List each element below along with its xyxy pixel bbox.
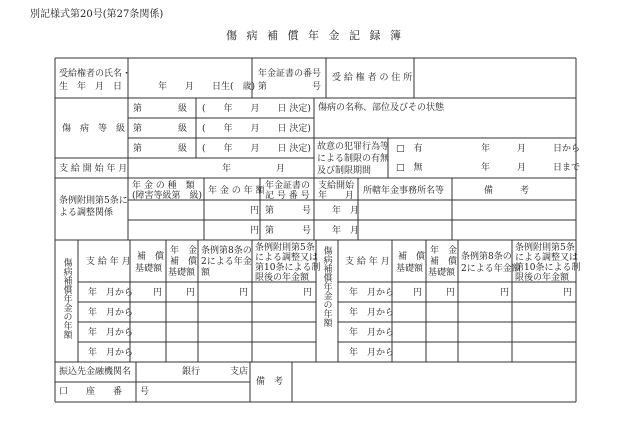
base-amount-header: 基礎額 <box>135 264 163 274</box>
art8-yen-unit: 円 <box>500 288 510 298</box>
adjusted-amount-header: による調整又は <box>515 253 579 263</box>
restriction-yes-checkbox[interactable]: □ 有 <box>396 144 423 154</box>
adjusted-amount-header: による調整又は <box>255 253 319 263</box>
restriction-from-date[interactable]: 年 月 日から <box>481 144 581 154</box>
form-reference: 別記様式第20号(第27条関係) <box>30 9 164 20</box>
art8-amount-header: 2による年金額 <box>461 264 521 274</box>
pension-remarks-header: 備 考 <box>484 186 530 196</box>
pension-office-header: 所轄年金事務所名等 <box>363 186 445 196</box>
adjusted-yen-unit: 円 <box>563 288 573 298</box>
adjusted-yen-unit: 円 <box>303 288 313 298</box>
start-month-field[interactable]: 年 月 <box>222 164 286 174</box>
grade-field[interactable]: 第 級 <box>133 124 188 134</box>
grade-field[interactable]: 第 級 <box>133 104 188 114</box>
injury-name-label: 傷病の名称、部位及びその状態 <box>318 103 445 113</box>
adjusted-amount-header: 限後の年金額 <box>255 273 310 283</box>
pension-base-header: 年 金 <box>430 246 458 256</box>
payment-month-header: 支 給 年 月 <box>86 257 131 267</box>
adjustment-label: 条例附則第5条に <box>59 196 128 206</box>
start-year-unit: 年 <box>332 206 342 216</box>
pension-base-header: 基礎額 <box>428 268 456 278</box>
grade-decision-date[interactable]: ( 年 月 日 決定) <box>202 124 311 134</box>
art8-amount-header: 2による年金 <box>201 257 252 267</box>
restriction-until-date[interactable]: 年 月 日まで <box>481 163 581 173</box>
art8-amount-header: 条例第8条の <box>201 246 252 256</box>
base-amount-header: 基礎額 <box>396 264 424 274</box>
pension-base-yen-unit: 円 <box>186 288 196 298</box>
grade-decision-date[interactable]: ( 年 月 日 決定) <box>202 104 311 114</box>
address-label: 受 給 権 者 の 住 所 <box>332 73 413 83</box>
base-yen-unit: 円 <box>153 288 163 298</box>
start-year-unit: 年 <box>332 226 342 236</box>
pension-certificate-header: 記 号 番 号 <box>265 191 310 201</box>
form-title: 傷 病 補 償 年 金 記 録 簿 <box>226 29 404 42</box>
payment-month-field[interactable]: 年 月から <box>349 308 395 318</box>
restriction-no-checkbox[interactable]: □ 無 <box>396 163 423 173</box>
pension-start-header: 支給開始 <box>318 181 355 191</box>
certificate-no-prefix: 第 <box>265 226 275 236</box>
amount-yen-unit: 円 <box>250 226 260 236</box>
start-month-label: 支 給 開 始 年 月 <box>59 164 128 174</box>
adjusted-amount-header: 条例附則第5条 <box>255 243 315 253</box>
art8-yen-unit: 円 <box>239 288 249 298</box>
grade-label: 傷 病 等 級 <box>62 124 126 134</box>
pension-base-header: 補 償 <box>170 257 198 267</box>
pension-start-header: 年 月 <box>318 191 355 201</box>
adjusted-amount-header: 第10条による制 <box>515 263 581 273</box>
payment-month-field[interactable]: 年 月から <box>349 288 395 298</box>
payment-month-field[interactable]: 年 月から <box>349 348 395 358</box>
pension-base-yen-unit: 円 <box>446 288 456 298</box>
annual-amount-side-label: 傷病補償年金の年額 <box>321 246 332 327</box>
restriction-label: による制限の有無 <box>317 154 390 164</box>
bank-remarks-label: 備 考 <box>256 377 284 387</box>
recipient-name-label: 受給権者の氏名・ <box>59 69 132 79</box>
adjustment-label: よる調整関係 <box>59 208 114 218</box>
base-yen-unit: 円 <box>413 288 423 298</box>
certificate-number-field[interactable]: 第 号 <box>258 82 322 92</box>
pension-certificate-header: 年金証書の <box>265 181 311 191</box>
grade-field[interactable]: 第 級 <box>133 144 188 154</box>
amount-yen-unit: 円 <box>250 206 260 216</box>
pension-base-header: 年 金 <box>170 246 198 256</box>
certificate-number-label: 年金証書の番号 <box>258 69 322 79</box>
adjusted-amount-header: 条例附則第5条 <box>515 243 575 253</box>
payment-month-field[interactable]: 年 月から <box>349 328 395 338</box>
annual-amount-side-label: 傷病補償年金の年額 <box>61 258 72 339</box>
pension-kind-header: (障害等級第 級) <box>132 191 203 201</box>
pension-amount-header: 年 金 の 年 額 <box>208 186 265 196</box>
payment-month-field[interactable]: 年 月から <box>88 288 134 298</box>
certificate-no-suffix: 号 <box>302 226 312 236</box>
payment-month-header: 支 給 年 月 <box>345 257 390 267</box>
base-amount-header: 補 償 <box>137 252 165 262</box>
pension-base-header: 補 償 <box>430 257 458 267</box>
start-month-unit: 月 <box>350 226 360 236</box>
grade-decision-date[interactable]: ( 年 月 日 決定) <box>202 144 311 154</box>
adjusted-amount-header: 限後の年金額 <box>515 273 570 283</box>
birth-date-label: 生 年 月 日 <box>59 82 123 92</box>
restriction-label: 及び制限期間 <box>317 166 372 176</box>
payment-month-field[interactable]: 年 月から <box>88 328 134 338</box>
birth-date-field[interactable]: 年 月 日生( 歳) <box>158 82 256 92</box>
adjusted-amount-header: 第10条による制 <box>255 263 321 273</box>
restriction-label: 故意の犯罪行為等 <box>317 142 390 152</box>
pension-base-header: 基礎額 <box>168 268 196 278</box>
payment-month-field[interactable]: 年 月から <box>88 308 134 318</box>
branch-name-field[interactable]: 支店 <box>230 367 249 377</box>
pension-kind-header: 年 金 の 種 類 <box>132 181 195 191</box>
art8-amount-header: 額 <box>201 268 211 278</box>
bank-name-label: 振込先金融機関名 <box>59 367 132 377</box>
payment-month-field[interactable]: 年 月から <box>88 348 134 358</box>
bank-name-field[interactable]: 銀行 <box>182 367 201 377</box>
base-amount-header: 補 償 <box>398 252 426 262</box>
art8-amount-header: 条例第8条の <box>461 252 512 262</box>
start-month-unit: 月 <box>350 206 360 216</box>
certificate-no-suffix: 号 <box>302 206 312 216</box>
account-number-label: 口 座 番 号 <box>59 387 150 397</box>
certificate-no-prefix: 第 <box>265 206 275 216</box>
